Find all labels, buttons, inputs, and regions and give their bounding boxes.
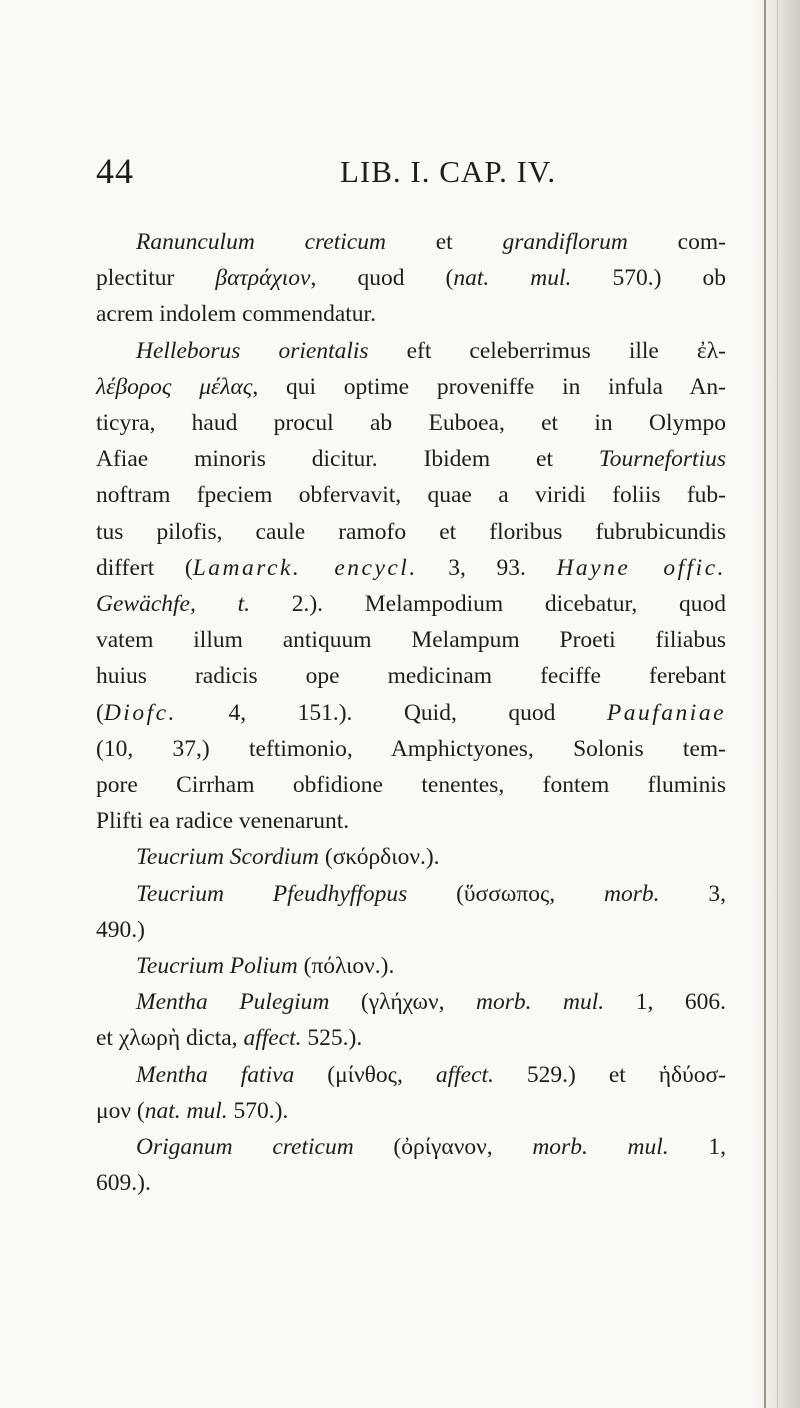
text-line: Mentha Pulegium (γλήχων, morb. mul. 1, 606.: [136, 989, 726, 1016]
text-line: 490.): [96, 916, 145, 943]
text-line: noftram fpeciem obfervavit, quae a viridi foliis fub-: [96, 482, 726, 509]
text-line: Origanum creticum (ὀρίγανον, morb. mul. 1,: [136, 1134, 727, 1161]
text-line: vatem illum antiquum Melampum Proeti filiabus: [96, 627, 726, 654]
text-line: (10, 37,) teftimonio, Amphictyones, Solonis tem-: [96, 735, 726, 762]
text-line: tus pilofis, caule ramofo et floribus fubrubicundis: [96, 518, 726, 545]
book-spine-edge-inner: [777, 0, 778, 1408]
text-line: ticyra, haud procul ab Euboea, et in Olympo: [96, 410, 726, 437]
paragraph-teucrium-polium: [96, 948, 726, 984]
text-line: μον (nat. mul. 570.).: [96, 1097, 289, 1124]
paragraph-mentha-pulegium: [96, 984, 726, 1056]
text-line: differt (Lamarck. encycl. 3, 93. Hayne offic.: [96, 554, 727, 581]
paragraph-helleborus: [96, 333, 726, 840]
page-body: [96, 224, 726, 1201]
text-line: Ranunculum creticum et grandiflorum com-: [136, 229, 726, 255]
text-line: pore Cirrham obfidione tenentes, fontem fluminis: [96, 772, 726, 799]
text-line: Mentha fativa (μίνθος, affect. 529.) et ἡδύοσ-: [136, 1061, 727, 1088]
text-line: Teucrium Polium (πόλιον.).: [136, 953, 395, 980]
text-line: λέβορος μέλας, qui optime proveniffe in infula An-: [96, 373, 726, 400]
text-line: Afiae minoris dicitur. Ibidem et Tournefortius: [96, 446, 726, 473]
book-spine-edge: [764, 0, 766, 1408]
text-line: acrem indolem commendatur.: [96, 301, 376, 328]
paragraph-origanum: [96, 1129, 726, 1201]
page-number: 44: [96, 151, 134, 191]
page-header: [96, 150, 716, 194]
paragraph-ranunculum: [96, 224, 726, 333]
text-line: huius radicis ope medicinam feciffe ferebant: [96, 663, 726, 690]
running-head: LIB. I. CAP. IV.: [340, 154, 557, 189]
paragraph-teucrium-scordium: [96, 839, 726, 875]
text-line: Helleborus orientalis eft celeberrimus ille ἐλ-: [136, 337, 726, 364]
text-line: Gewächfe, t. 2.). Melampodium dicebatur, quod: [96, 591, 726, 618]
text-line: Teucrium Pfeudhyffopus (ὕσσωπος, morb. 3,: [136, 880, 726, 907]
text-line: 609.).: [96, 1170, 151, 1197]
paragraph-mentha-sativa: [96, 1057, 726, 1129]
paragraph-teucrium-pseudhyssopus: [96, 876, 726, 948]
text-line: et χλωρὴ dicta, affect. 525.).: [96, 1025, 363, 1052]
text-line: plectitur βατράχιον, quod (nat. mul. 570.) ob: [96, 265, 726, 292]
text-line: Teucrium Scordium (σκόρδιον.).: [136, 844, 440, 871]
text-line: Plifti ea radice venenarunt.: [96, 808, 350, 835]
text-line: (Diofc. 4, 151.). Quid, quod Paufaniae: [96, 699, 726, 726]
